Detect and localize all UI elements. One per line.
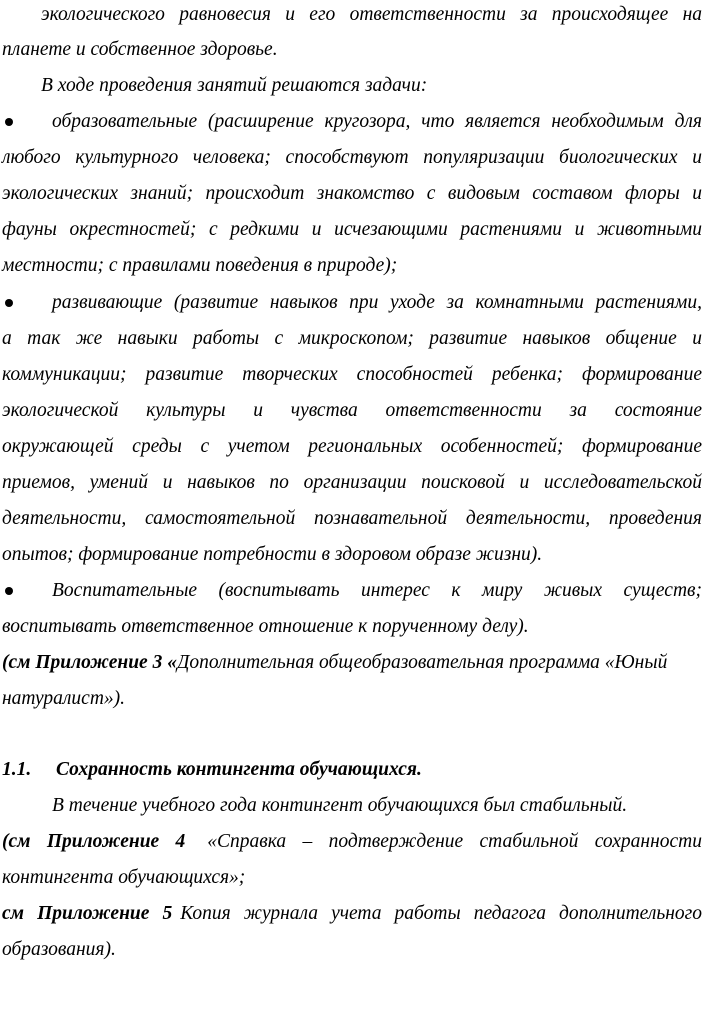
paragraph-line: В ходе проведения занятий решаются задачи: — [41, 75, 428, 96]
appendix-reference — [2, 648, 702, 678]
list-item-line: опытов; формирование потребности в здоровом образе жизни). — [2, 544, 543, 565]
appendix-reference: контингента обучающихся»; — [2, 867, 246, 888]
list-item-line: любого культурного человека; способствуют популяризации биологических и — [2, 147, 702, 168]
list-item-line: развивающие (развитие навыков при уходе за комнатными растениями, — [52, 292, 702, 313]
appendix-reference — [2, 899, 702, 929]
section-number: 1.1. — [2, 759, 32, 780]
appendix-reference — [2, 827, 702, 857]
list-item-line: экологической культуры и чувства ответственности за состояние — [2, 400, 702, 421]
paragraph-line: экологического равновесия и его ответственности за происходящее на — [41, 4, 702, 25]
list-item-line: приемов, умений и навыков по организации поисковой и исследовательской — [2, 472, 702, 493]
appendix-text: Копия журнала учета работы педагога дополнительного — [180, 903, 702, 924]
appendix-text: Дополнительная общеобразовательная программа «Юный — [176, 652, 668, 673]
list-item-line: образовательные (расширение кругозора, что является необходимым для — [52, 111, 702, 132]
appendix-reference: образования). — [2, 939, 116, 960]
bullet-icon — [5, 118, 13, 126]
list-item-line: воспитывать ответственное отношение к порученному делу). — [2, 616, 529, 637]
list-item-line: Воспитательные (воспитывать интерес к миру живых существ; — [52, 580, 702, 601]
appendix-text: «Справка – подтверждение стабильной сохранности — [207, 831, 702, 852]
appendix-label: (см Приложение 4 — [2, 831, 186, 852]
appendix-reference: натуралист»). — [2, 688, 126, 709]
appendix-label: см Приложение 5 — [2, 903, 173, 924]
bullet-icon — [5, 299, 13, 307]
list-item-line: окружающей среды с учетом региональных особенностей; формирование — [2, 436, 702, 457]
bullet-icon — [5, 587, 13, 595]
list-item-line: а так же навыки работы с микроскопом; развитие навыков общение и — [2, 328, 702, 349]
list-item-line: экологических знаний; происходит знакомство с видовым составом флоры и — [2, 183, 702, 204]
paragraph-line: планете и собственное здоровье. — [2, 39, 278, 60]
section-heading: Сохранность контингента обучающихся. — [56, 759, 422, 780]
list-item-line: деятельности, самостоятельной познавательной деятельности, проведения — [2, 508, 702, 529]
appendix-label: (см Приложение 3 « — [2, 652, 177, 673]
paragraph-line: В течение учебного года контингент обучающихся был стабильный. — [52, 795, 628, 816]
list-item-line: коммуникации; развитие творческих способностей ребенка; формирование — [2, 364, 702, 385]
list-item-line: фауны окрестностей; с редкими и исчезающими растениями и животными — [2, 219, 702, 240]
list-item-line: местности; с правилами поведения в природе); — [2, 255, 398, 276]
